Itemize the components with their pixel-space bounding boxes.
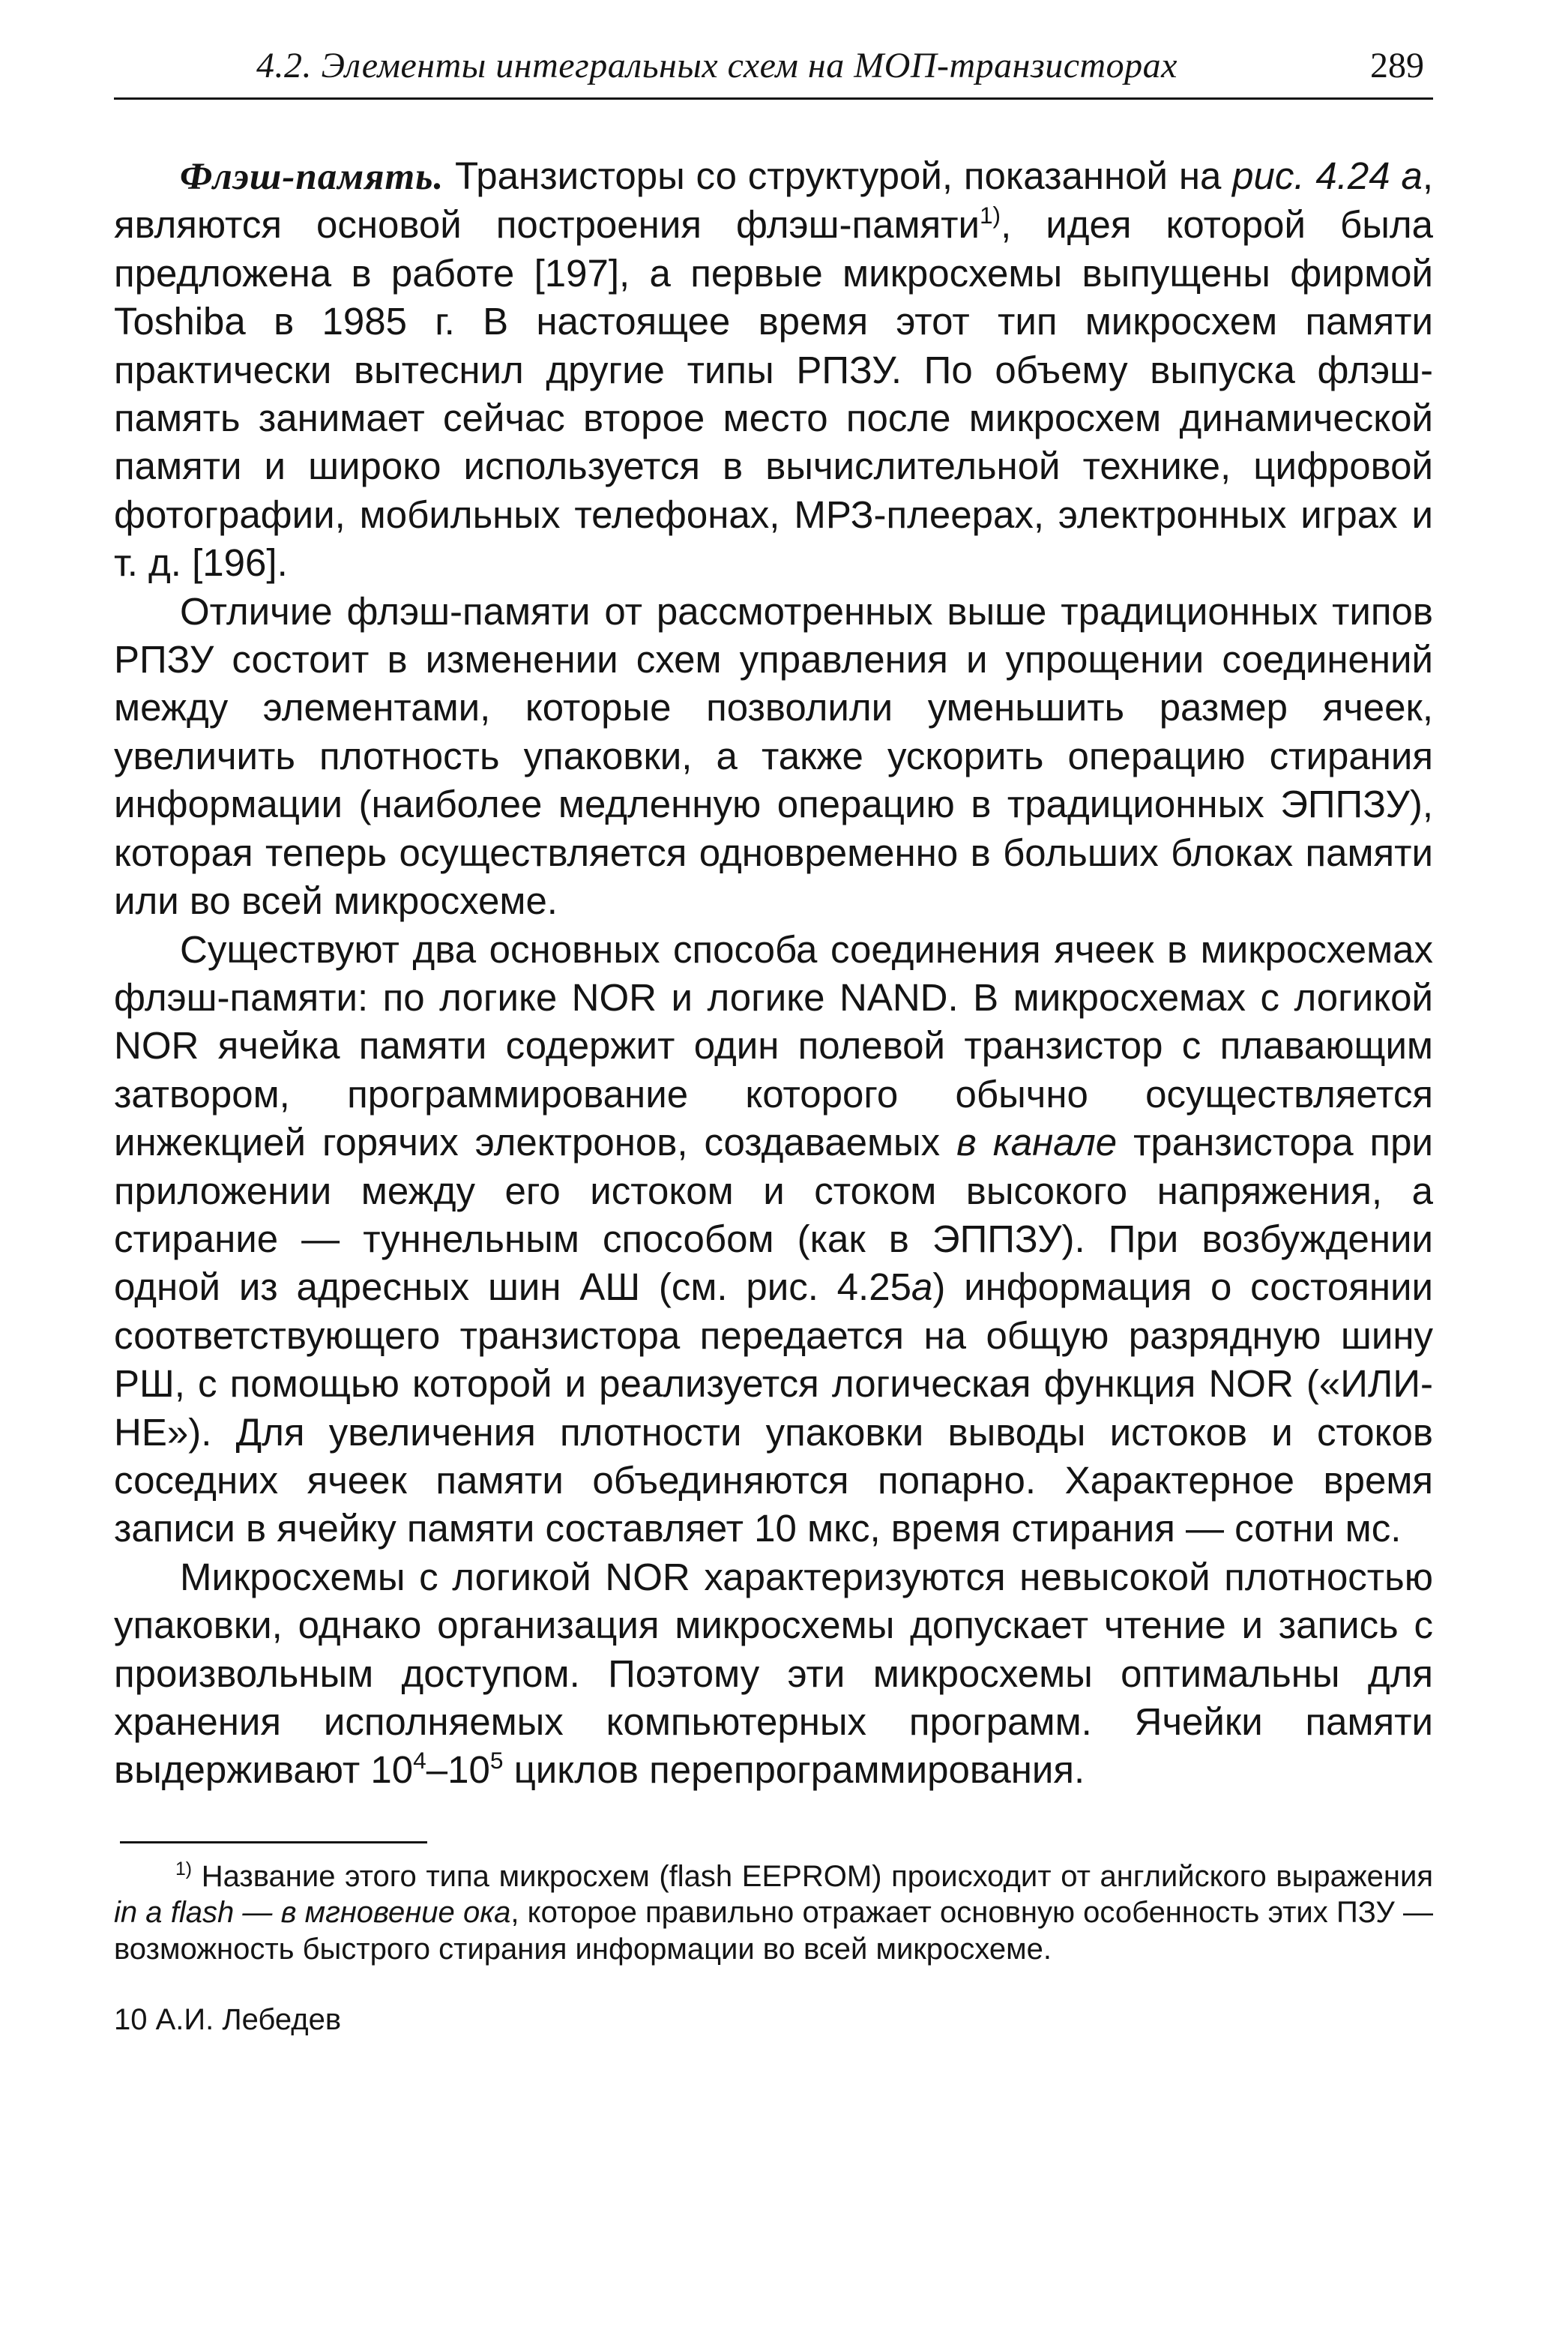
paragraph-text: , идея которой была предложена в работе [197], а первые микросхемы выпущены фирмой Toshiba в 1985 г. В настоящее время этот тип микросхем памяти практически вытеснил другие типы РПЗУ. По объему выпуска флэш-память занимает сейчас второе место после микросхем динамической памяти и широко используется в вычислительной технике, цифровой фотографии, мобильных телефонах, МРЗ-плеерах, электронных играх и т. д. [196]. — [114, 203, 1433, 585]
footnote-mark: 1) — [175, 1858, 193, 1879]
footnote-divider — [120, 1841, 427, 1843]
figure-reference: рис. 4.24 а — [1232, 154, 1423, 197]
figure-letter: а — [911, 1265, 933, 1309]
paragraph-text: транзистора при приложении между его истоком и стоком высокого напряжения, а стирание — туннельным способом (как в ЭППЗУ). При возбуждении одной из адресных шин АШ (см. рис. 4.25 — [114, 1121, 1433, 1309]
paragraph-text: Транзисторы со структурой, показанной на — [444, 154, 1233, 197]
section-run-in-heading: Флэш-память. — [180, 156, 444, 198]
footnote-emphasis: in a flash — в мгновение ока — [114, 1896, 511, 1930]
paragraph-text: Микросхемы с логикой NOR характеризуются невысокой плотностью упаковки, однако организация микросхемы допускает чтение и запись с произвольным доступом. Поэтому эти микросхемы оптимальны для хранения исполняемых компьютерных программ. Ячейки памяти выдерживают 10 — [114, 1555, 1433, 1792]
exponent: 5 — [489, 1747, 504, 1774]
exponent: 4 — [413, 1747, 426, 1774]
running-head: 4.2. Элементы интегральных схем на МОП-транзисторах — [256, 46, 1177, 85]
book-page — [114, 37, 1433, 2037]
paragraph-differences — [114, 588, 1433, 926]
footnote — [114, 1858, 1433, 1968]
paragraph-text: –10 — [426, 1748, 490, 1792]
page-header — [114, 37, 1433, 100]
paragraph-text: циклов перепрограммирования. — [503, 1748, 1085, 1792]
paragraph-text: Отличие флэш-памяти от рассмотренных выше традиционных типов РПЗУ состоит в изменении схем управления и упрощении соединений между элементами, которые позволили уменьшить размер ячеек, увеличить плотность упаковки, а также ускорить операцию стирания информации (наиболее медленную операцию в традиционных ЭППЗУ), которая теперь осуществляется одновременно в больших блоках памяти или во всей микросхеме. — [114, 589, 1433, 923]
footnote-reference: 1) — [979, 202, 1001, 229]
footnote-text: , которое правильно отражает основную особенность этих ПЗУ — возможность быстрого стирания информации во всей микросхеме. — [114, 1896, 1433, 1966]
page-number: 289 — [1370, 46, 1424, 85]
printer-signature: 10 А.И. Лебедев — [114, 2003, 342, 2037]
paragraph-text: , являются основой построения флэш-памяти — [114, 154, 1433, 247]
paragraph-text: Существуют два основных способа соединения ячеек в микросхемах флэш-памяти: по логике NOR и логике NAND. В микросхемах с логикой NOR ячейка памяти содержит один полевой транзистор с плавающим затвором, программирование которого обычно осуществляется инжекцией горячих электронов, создаваемых — [114, 927, 1433, 1164]
footnote-text: Название этого типа микросхем (flash EEPROM) происходит от английского выражения — [192, 1859, 1433, 1893]
paragraph-nor-nand — [114, 926, 1433, 1553]
paragraph-nor-characteristics — [114, 1553, 1433, 1795]
paragraph-text: ) информация о состоянии соответствующего транзистора передается на общую разрядную шину РШ, с помощью которой и реализуется логическая функция NOR («ИЛИ-НЕ»). Для увеличения плотности упаковки выводы истоков и стоков соседних ячеек памяти объединяются попарно. Характерное время записи в ячейку памяти составляет 10 мкс, время стирания — сотни мс. — [114, 1265, 1433, 1550]
paragraph-flash-memory — [114, 152, 1433, 588]
emphasis-text: в канале — [956, 1121, 1118, 1164]
body-text — [114, 152, 1433, 1795]
